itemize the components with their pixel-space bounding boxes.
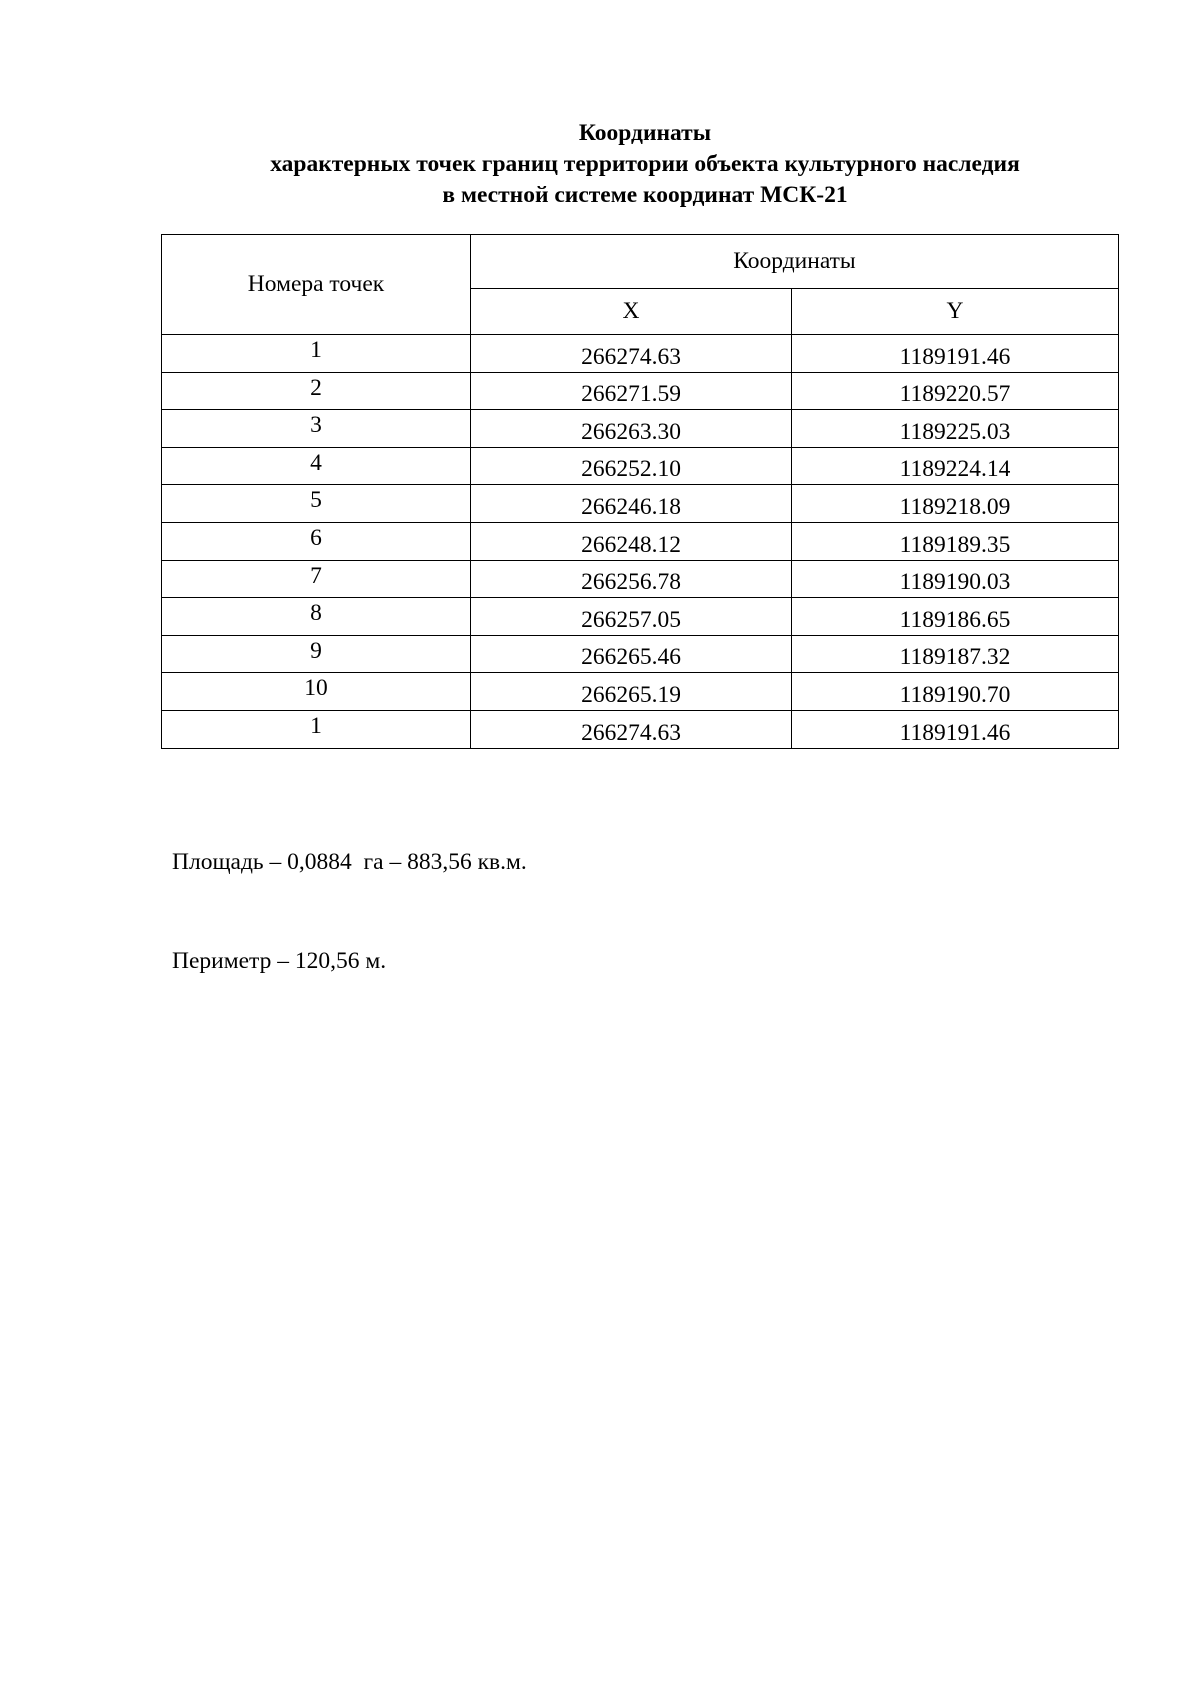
- document-title: [0, 118, 1200, 211]
- point-number-cell: 3: [162, 410, 471, 448]
- title-line-1: Координаты: [578, 120, 712, 146]
- title-line-2: характерных точек границ территории объекта культурного наследия: [270, 151, 1020, 177]
- point-number-cell: 10: [162, 673, 471, 711]
- y-coordinate-cell: 1189186.65: [792, 598, 1119, 636]
- x-coordinate-cell: 266248.12: [471, 522, 792, 560]
- x-coordinate-cell: 266263.30: [471, 410, 792, 448]
- point-number-cell: 7: [162, 560, 471, 598]
- header-point-numbers: Номера точек: [162, 235, 471, 335]
- x-coordinate-cell: 266265.46: [471, 635, 792, 673]
- point-number-cell: 1: [162, 710, 471, 748]
- y-coordinate-cell: 1189189.35: [792, 522, 1119, 560]
- point-number-cell: 9: [162, 635, 471, 673]
- x-coordinate-cell: 266252.10: [471, 447, 792, 485]
- x-coordinate-cell: 266274.63: [471, 335, 792, 373]
- x-coordinate-cell: 266265.19: [471, 673, 792, 711]
- y-coordinate-cell: 1189191.46: [792, 335, 1119, 373]
- y-coordinate-cell: 1189225.03: [792, 410, 1119, 448]
- point-number-cell: 5: [162, 485, 471, 523]
- header-x: X: [471, 289, 792, 335]
- table-row: [162, 410, 1119, 448]
- point-number-cell: 6: [162, 522, 471, 560]
- table-row: [162, 372, 1119, 410]
- table-row: [162, 447, 1119, 485]
- table-row: [162, 598, 1119, 636]
- y-coordinate-cell: 1189220.57: [792, 372, 1119, 410]
- table-row: [162, 560, 1119, 598]
- summary: [172, 780, 527, 1011]
- table-body: [162, 335, 1119, 749]
- table-row: [162, 522, 1119, 560]
- table-row: [162, 335, 1119, 373]
- y-coordinate-cell: 1189187.32: [792, 635, 1119, 673]
- x-coordinate-cell: 266256.78: [471, 560, 792, 598]
- y-coordinate-cell: 1189190.70: [792, 673, 1119, 711]
- area-text: Площадь – 0,0884 га – 883,56 кв.м.: [172, 849, 527, 875]
- table-row: [162, 710, 1119, 748]
- perimeter-text: Периметр – 120,56 м.: [172, 948, 387, 974]
- y-coordinate-cell: 1189191.46: [792, 710, 1119, 748]
- table-row: [162, 673, 1119, 711]
- x-coordinate-cell: 266274.63: [471, 710, 792, 748]
- table-row: [162, 635, 1119, 673]
- y-coordinate-cell: 1189224.14: [792, 447, 1119, 485]
- title-line-3: в местной системе координат МСК-21: [442, 182, 848, 208]
- point-number-cell: 4: [162, 447, 471, 485]
- header-coordinates: Координаты: [471, 235, 1119, 289]
- y-coordinate-cell: 1189218.09: [792, 485, 1119, 523]
- x-coordinate-cell: 266246.18: [471, 485, 792, 523]
- point-number-cell: 8: [162, 598, 471, 636]
- x-coordinate-cell: 266271.59: [471, 372, 792, 410]
- point-number-cell: 1: [162, 335, 471, 373]
- coordinates-table: [161, 234, 1119, 749]
- point-number-cell: 2: [162, 372, 471, 410]
- header-y: Y: [792, 289, 1119, 335]
- x-coordinate-cell: 266257.05: [471, 598, 792, 636]
- y-coordinate-cell: 1189190.03: [792, 560, 1119, 598]
- table-row: [162, 485, 1119, 523]
